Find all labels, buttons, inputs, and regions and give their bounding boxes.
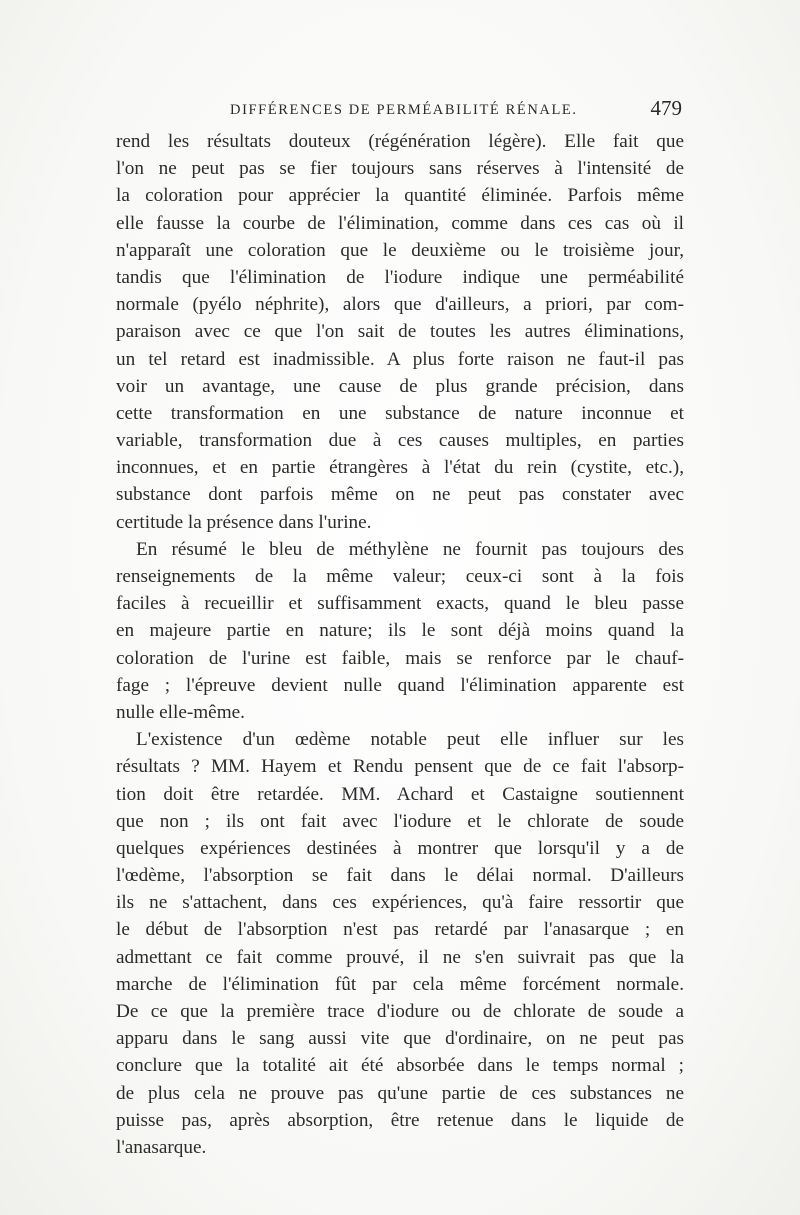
text-line: voir un avantage, une cause de plus grande précision, dans [116, 375, 684, 397]
text-line: substance dont parfois même on ne peut pas constater avec [116, 484, 684, 506]
text-line: inconnues, et en partie étrangères à l'état du rein (cystite, etc.), [116, 457, 684, 479]
page-header [116, 96, 684, 130]
text-line: L'existence d'un œdème notable peut elle influer sur les [136, 729, 684, 751]
text-line: ils ne s'attachent, dans ces expériences, qu'à faire ressortir que [116, 892, 684, 914]
text-line: renseignements de la même valeur; ceux-ci sont à la fois [116, 566, 684, 587]
text-line: marche de l'élimination fût par cela même forcément normale. [116, 973, 684, 995]
text-line: certitude la présence dans l'urine. [116, 511, 372, 533]
text-line: En résumé le bleu de méthylène ne fournit pas toujours des [136, 538, 684, 560]
text-line: l'anasarque. [116, 1136, 207, 1158]
paragraph [116, 536, 684, 726]
text-line: faciles à recueillir et suffisamment exacts, quand le bleu passe [116, 593, 684, 615]
text-line: résultats ? MM. Hayem et Rendu pensent que de ce fait l'absorp- [116, 756, 684, 778]
text-line: n'apparaît une coloration que le deuxième ou le troisième jour, [116, 239, 684, 261]
text-line: puisse pas, après absorption, être retenue dans le liquide de [116, 1109, 684, 1131]
text-line: en majeure partie en nature; ils le sont déjà moins quand la [116, 620, 684, 642]
body-text [116, 128, 684, 1161]
text-line: elle fausse la courbe de l'élimination, comme dans ces cas où il [116, 212, 684, 234]
text-line: la coloration pour apprécier la quantité éliminée. Parfois même [116, 185, 684, 207]
paragraph [116, 726, 684, 1161]
text-line: quelques expériences destinées à montrer que lorsqu'il y a de [116, 837, 684, 859]
text-line: normale (pyélo néphrite), alors que d'ailleurs, a priori, par com- [116, 294, 684, 316]
text-line: l'on ne peut pas se fier toujours sans réserves à l'intensité de [116, 158, 684, 180]
text-line: un tel retard est inadmissible. A plus forte raison ne faut-il pas [116, 348, 684, 370]
text-line: conclure que la totalité ait été absorbée dans le temps normal ; [116, 1055, 684, 1077]
text-line: tion doit être retardée. MM. Achard et Castaigne soutiennent [116, 783, 684, 805]
paragraph [116, 128, 684, 536]
text-line: cette transformation en une substance de nature inconnue et [116, 402, 684, 424]
text-line: De ce que la première trace d'iodure ou de chlorate de soude a [116, 1001, 684, 1022]
text-line: apparu dans le sang aussi vite que d'ordinaire, on ne peut pas [116, 1028, 684, 1050]
text-line: coloration de l'urine est faible, mais se renforce par le chauf- [116, 647, 684, 669]
text-line: le début de l'absorption n'est pas retardé par l'anasarque ; en [116, 919, 684, 941]
text-line: nulle elle-même. [116, 701, 245, 723]
text-line: rend les résultats douteux (régénération légère). Elle fait que [116, 131, 684, 152]
text-line: que non ; ils ont fait avec l'iodure et le chlorate de soude [116, 810, 684, 832]
page-number: 479 [650, 96, 682, 120]
text-line: tandis que l'élimination de l'iodure indique une perméabilité [116, 266, 684, 288]
running-title: DIFFÉRENCES DE PERMÉABILITÉ RÉNALE. [230, 102, 578, 118]
text-line: fage ; l'épreuve devient nulle quand l'élimination apparente est [116, 674, 684, 696]
text-line: admettant ce fait comme prouvé, il ne s'en suivrait pas que la [116, 946, 684, 968]
text-line: variable, transformation due à ces causes multiples, en parties [116, 430, 684, 452]
text-line: l'œdème, l'absorption se fait dans le délai normal. D'ailleurs [116, 865, 684, 887]
text-line: paraison avec ce que l'on sait de toutes les autres éliminations, [116, 321, 684, 343]
text-line: de plus cela ne prouve pas qu'une partie de ces substances ne [116, 1082, 684, 1104]
